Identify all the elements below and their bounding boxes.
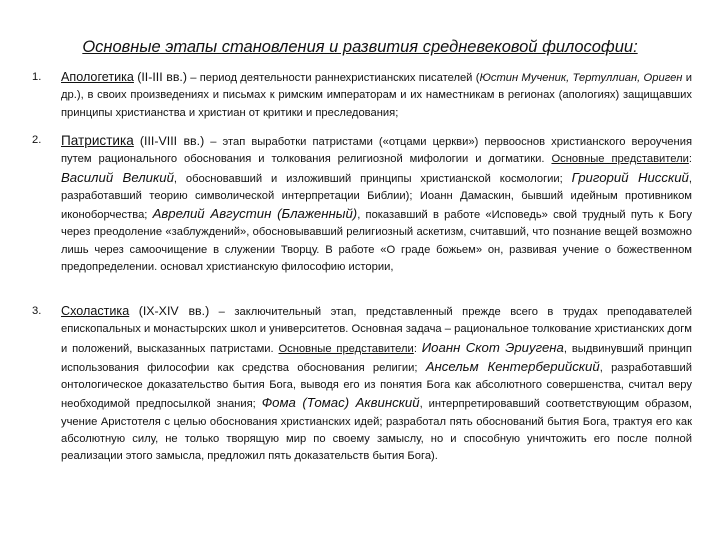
person-name: Фома (Томас) Аквинский — [261, 395, 420, 411]
stage-text: , интерпретировавший соответствующим образом, учение Аристотеля с целью обоснования христианских идей; разработал пять обоснований бытия Бога, трактуя его как абсолютную силу, не только творящую мир по своему замыслу, но и способную уничтожить его после полной реализации этого замысла, предложил пять доказательств бытия Бога). — [61, 398, 692, 463]
item-number: 1. — [32, 71, 42, 83]
stage-period: (III-VIII вв.) — [139, 134, 205, 148]
stage-heading: Апологетика — [61, 70, 134, 84]
person-names: Юстин Мученик, Тертуллиан, Ориген — [479, 72, 683, 84]
stage-period: (II-III вв.) — [137, 70, 187, 84]
representatives-label: Основные представители — [278, 342, 414, 355]
person-name: Аврелий Августин (Блаженный) — [152, 206, 358, 222]
stage-text: – заключительный этап, представленный прежде всего в трудах преподавателей епископальных и монастырских школ и университетов. Основная задача – рациональное толкование христианских догм и положений, высказанных патристами. — [61, 306, 693, 355]
stage-text: , показавший в работе «Исповедь» свой трудный путь к Богу через преодоление «заблуждений», обосновывавший религиозный аскетизм, считавший, что познание вещей возможно лишь через самоочищение в служении Творцу. В работе «О граде божьем» он, развивая учение о божественном предопределении. основал христианскую философию истории, — [61, 209, 692, 274]
stage-text: : — [413, 342, 422, 355]
stage-patristics — [32, 132, 692, 276]
stage-text: – этап выработки патристами («отцами церкви») первооснов христианского вероучения путем рационального обоснования и толкования религиозной мифологии и догматики. — [61, 136, 692, 166]
stage-text: , разработавший теорию символической интерпретации Библии); Иоанн Дамаскин, бывший идейным противником иконоборчества; — [61, 172, 693, 222]
stage-text: и др.), в своих произведениях и письмах к римским императорам и их наместникам в регионах (апологиях) защищавших принципы христианства и христиан от критики и преследования; — [61, 72, 692, 119]
slide-title: Основные этапы становления и развития средневековой философии: — [82, 38, 638, 56]
item-number: 2. — [32, 134, 42, 146]
item-number: 3. — [32, 305, 42, 317]
stage-scholasticism — [32, 303, 692, 466]
representatives-label: Основные представители — [551, 153, 689, 166]
person-name: Григорий Нисский — [571, 169, 689, 185]
person-name: Иоанн Скот Эриугена — [421, 339, 564, 355]
stage-period: (IX-XIV вв.) — [138, 304, 210, 318]
stage-heading: Патристика — [61, 133, 134, 148]
stage-heading: Схоластика — [61, 304, 130, 318]
stage-apologetics — [32, 69, 692, 122]
stage-text: , обосновавший и изложивший принципы христианской космологии; — [173, 172, 572, 185]
stage-text: – период деятельности раннехристианских писателей ( — [187, 72, 480, 84]
person-name: Ансельм Кентерберийский — [425, 358, 600, 374]
person-name: Василий Великий — [61, 169, 174, 185]
stage-text: , разработавший онтологическое доказательство бытия Бога, выводя его из понятия Бога как абсолютного совершенства, считал веру необходимой предпосылкой знания; — [61, 361, 692, 411]
stage-text: : — [688, 153, 692, 166]
stage-text: , выдвинувший принцип использования философии как средства обоснования религии; — [61, 342, 692, 374]
